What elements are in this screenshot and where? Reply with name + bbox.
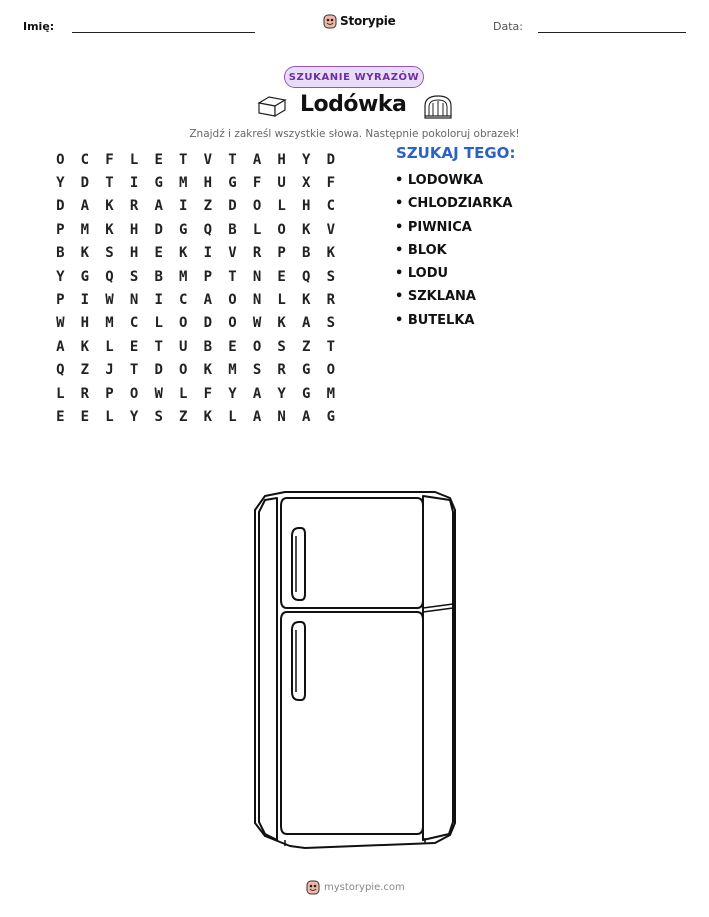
- grid-cell[interactable]: K: [203, 362, 213, 379]
- grid-cell[interactable]: Z: [302, 338, 311, 355]
- grid-row: [48, 382, 343, 405]
- ice-cube-icon: [257, 94, 287, 118]
- grid-cell[interactable]: G: [302, 362, 311, 379]
- grid-cell[interactable]: H: [277, 151, 286, 168]
- grid-cell[interactable]: K: [80, 338, 90, 355]
- grid-cell[interactable]: Y: [129, 408, 139, 425]
- grid-cell[interactable]: T: [129, 362, 139, 379]
- grid-cell[interactable]: D: [154, 221, 163, 238]
- grid-cell[interactable]: O: [252, 198, 262, 215]
- grid-row: [48, 312, 343, 335]
- grid-cell[interactable]: D: [203, 315, 213, 332]
- grid-cell[interactable]: L: [105, 338, 114, 355]
- grid-cell[interactable]: R: [80, 385, 90, 402]
- grid-cell[interactable]: V: [326, 221, 336, 238]
- word-list-item: • PIWNICA: [395, 219, 472, 235]
- grid-row: [48, 148, 343, 171]
- grid-cell[interactable]: L: [179, 385, 188, 402]
- word-list-title: SZUKAJ TEGO:: [396, 144, 516, 162]
- grid-cell[interactable]: S: [326, 315, 336, 332]
- grid-cell[interactable]: I: [129, 175, 139, 192]
- grid-cell[interactable]: P: [277, 245, 286, 262]
- grid-cell[interactable]: Q: [203, 221, 213, 238]
- footer-url[interactable]: mystorypie.com: [324, 881, 405, 893]
- grid-cell[interactable]: B: [154, 268, 163, 285]
- grid-cell[interactable]: B: [56, 245, 65, 262]
- grid-cell[interactable]: E: [129, 338, 139, 355]
- grid-cell[interactable]: L: [154, 315, 163, 332]
- grid-cell[interactable]: D: [326, 151, 336, 168]
- grid-cell[interactable]: H: [203, 175, 213, 192]
- grid-cell[interactable]: K: [302, 221, 311, 238]
- grid-cell[interactable]: T: [228, 268, 237, 285]
- grid-cell[interactable]: G: [80, 268, 90, 285]
- grid-cell[interactable]: H: [80, 315, 90, 332]
- word-list-item: • SZKLANA: [395, 289, 476, 305]
- grid-cell[interactable]: F: [252, 175, 262, 192]
- grid-cell[interactable]: K: [105, 198, 114, 215]
- grid-cell[interactable]: T: [228, 151, 237, 168]
- grid-cell[interactable]: T: [105, 175, 114, 192]
- grid-cell[interactable]: O: [179, 315, 188, 332]
- grid-cell[interactable]: M: [179, 268, 188, 285]
- grid-cell[interactable]: H: [302, 198, 311, 215]
- grid-cell[interactable]: D: [228, 198, 237, 215]
- grid-cell[interactable]: N: [252, 292, 262, 309]
- grid-cell[interactable]: S: [326, 268, 336, 285]
- grid-cell[interactable]: I: [80, 292, 90, 309]
- grid-cell[interactable]: M: [179, 175, 188, 192]
- grid-cell[interactable]: N: [277, 408, 286, 425]
- grid-cell[interactable]: L: [105, 408, 114, 425]
- grid-cell[interactable]: B: [203, 338, 213, 355]
- grid-cell[interactable]: R: [277, 362, 286, 379]
- grid-cell[interactable]: E: [228, 338, 237, 355]
- name-line: [72, 32, 255, 33]
- grid-cell[interactable]: B: [302, 245, 311, 262]
- grid-cell[interactable]: K: [203, 408, 213, 425]
- food-tray-icon: [423, 94, 453, 120]
- grid-cell[interactable]: O: [326, 362, 336, 379]
- grid-cell[interactable]: H: [129, 221, 139, 238]
- fridge-illustration: [245, 488, 467, 858]
- grid-cell[interactable]: K: [277, 315, 286, 332]
- grid-cell[interactable]: A: [56, 338, 65, 355]
- grid-cell[interactable]: E: [154, 151, 163, 168]
- grid-cell[interactable]: J: [105, 362, 114, 379]
- grid-cell[interactable]: R: [252, 245, 262, 262]
- grid-cell[interactable]: O: [129, 385, 139, 402]
- grid-cell[interactable]: Y: [228, 385, 237, 402]
- grid-cell[interactable]: L: [56, 385, 65, 402]
- grid-cell[interactable]: S: [252, 362, 262, 379]
- grid-cell[interactable]: S: [129, 268, 139, 285]
- footer: [306, 879, 405, 895]
- grid-row: [48, 265, 343, 288]
- grid-cell[interactable]: Q: [105, 268, 114, 285]
- grid-cell[interactable]: V: [203, 151, 213, 168]
- word-list-item: • CHLODZIARKA: [395, 196, 513, 212]
- grid-cell[interactable]: Y: [277, 385, 286, 402]
- word-list-item: • LODOWKA: [395, 173, 484, 188]
- grid-cell[interactable]: E: [277, 268, 286, 285]
- grid-cell[interactable]: F: [326, 175, 336, 192]
- grid-cell[interactable]: P: [203, 268, 213, 285]
- grid-cell[interactable]: N: [129, 292, 139, 309]
- grid-cell[interactable]: U: [179, 338, 188, 355]
- grid-cell[interactable]: L: [277, 292, 286, 309]
- grid-cell[interactable]: T: [154, 338, 163, 355]
- grid-row: [48, 218, 343, 241]
- grid-row: [48, 195, 343, 218]
- grid-cell[interactable]: O: [179, 362, 188, 379]
- grid-cell[interactable]: A: [302, 408, 311, 425]
- grid-cell[interactable]: O: [228, 292, 237, 309]
- grid-cell[interactable]: N: [252, 268, 262, 285]
- grid-cell[interactable]: M: [228, 362, 237, 379]
- category-badge: SZUKANIE WYRAZÓW: [284, 66, 424, 88]
- grid-cell[interactable]: G: [154, 175, 163, 192]
- grid-cell[interactable]: O: [252, 338, 262, 355]
- grid-cell[interactable]: M: [80, 221, 90, 238]
- page-title: Lodówka: [300, 92, 407, 117]
- grid-cell[interactable]: L: [129, 151, 139, 168]
- name-label: Imię:: [23, 20, 55, 33]
- grid-cell[interactable]: L: [252, 221, 262, 238]
- grid-cell[interactable]: C: [326, 198, 336, 215]
- word-list: [395, 171, 512, 334]
- grid-cell[interactable]: A: [252, 151, 262, 168]
- grid-cell[interactable]: W: [105, 292, 114, 309]
- grid-cell[interactable]: X: [302, 175, 311, 192]
- grid-cell[interactable]: L: [228, 408, 237, 425]
- grid-cell[interactable]: S: [277, 338, 286, 355]
- grid-cell[interactable]: S: [105, 245, 114, 262]
- grid-cell[interactable]: E: [56, 408, 65, 425]
- word-list-item: • BUTELKA: [395, 312, 475, 328]
- grid-row: [48, 405, 343, 428]
- instructions: Znajdź i zakreśl wszystkie słowa. Następnie pokoloruj obrazek!: [189, 128, 520, 140]
- grid-cell[interactable]: H: [129, 245, 139, 262]
- grid-cell[interactable]: C: [129, 315, 139, 332]
- grid-row: [48, 171, 343, 194]
- grid-cell[interactable]: S: [154, 408, 163, 425]
- grid-cell[interactable]: D: [154, 362, 163, 379]
- grid-cell[interactable]: Z: [179, 408, 188, 425]
- grid-cell[interactable]: Y: [56, 268, 65, 285]
- grid-cell[interactable]: D: [56, 198, 65, 215]
- grid-cell[interactable]: O: [228, 315, 237, 332]
- date-label: Data:: [493, 20, 523, 33]
- grid-cell[interactable]: O: [277, 221, 286, 238]
- grid-cell[interactable]: R: [326, 292, 336, 309]
- grid-cell[interactable]: B: [228, 221, 237, 238]
- grid-cell[interactable]: Q: [302, 268, 311, 285]
- grid-cell[interactable]: W: [56, 315, 65, 332]
- grid-cell[interactable]: K: [326, 245, 336, 262]
- grid-cell[interactable]: E: [80, 408, 90, 425]
- grid-cell[interactable]: P: [105, 385, 114, 402]
- grid-cell[interactable]: M: [105, 315, 114, 332]
- grid-cell[interactable]: P: [56, 221, 65, 238]
- word-list-item: • BLOK: [395, 242, 447, 258]
- grid-cell[interactable]: I: [179, 198, 188, 215]
- grid-cell[interactable]: G: [179, 221, 188, 238]
- word-list-item: • LODU: [395, 266, 449, 282]
- grid-cell[interactable]: Y: [302, 151, 311, 168]
- grid-cell[interactable]: C: [80, 151, 90, 168]
- grid-cell[interactable]: A: [154, 198, 163, 215]
- date-line: [538, 32, 686, 33]
- grid-cell[interactable]: L: [277, 198, 286, 215]
- grid-cell[interactable]: Z: [80, 362, 90, 379]
- grid-cell[interactable]: C: [179, 292, 188, 309]
- grid-cell[interactable]: M: [326, 385, 336, 402]
- mascot-icon: [323, 13, 337, 29]
- grid-cell[interactable]: G: [326, 408, 336, 425]
- grid-row: [48, 359, 343, 382]
- grid-cell[interactable]: R: [129, 198, 139, 215]
- grid-cell[interactable]: E: [154, 245, 163, 262]
- grid-cell[interactable]: Q: [56, 362, 65, 379]
- grid-cell[interactable]: K: [302, 292, 311, 309]
- grid-cell[interactable]: W: [252, 315, 262, 332]
- letter-grid: [48, 148, 343, 429]
- grid-cell[interactable]: K: [105, 221, 114, 238]
- brand-logo: [323, 13, 396, 29]
- mascot-icon: [306, 879, 320, 895]
- grid-cell[interactable]: P: [56, 292, 65, 309]
- grid-cell[interactable]: G: [302, 385, 311, 402]
- grid-cell[interactable]: K: [80, 245, 90, 262]
- grid-cell[interactable]: T: [179, 151, 188, 168]
- grid-cell[interactable]: K: [179, 245, 188, 262]
- grid-row: [48, 288, 343, 311]
- grid-cell[interactable]: I: [203, 245, 213, 262]
- grid-cell[interactable]: I: [154, 292, 163, 309]
- grid-cell[interactable]: A: [302, 315, 311, 332]
- grid-row: [48, 242, 343, 265]
- grid-cell[interactable]: G: [228, 175, 237, 192]
- grid-row: [48, 335, 343, 358]
- grid-cell[interactable]: V: [228, 245, 237, 262]
- grid-cell[interactable]: A: [80, 198, 90, 215]
- grid-cell[interactable]: A: [203, 292, 213, 309]
- grid-cell[interactable]: F: [203, 385, 213, 402]
- grid-cell[interactable]: Z: [203, 198, 213, 215]
- grid-cell[interactable]: A: [252, 408, 262, 425]
- grid-cell[interactable]: O: [56, 151, 65, 168]
- brand-name: Storypie: [340, 14, 396, 28]
- grid-cell[interactable]: T: [326, 338, 336, 355]
- grid-cell[interactable]: F: [105, 151, 114, 168]
- grid-cell[interactable]: Y: [56, 175, 65, 192]
- grid-cell[interactable]: U: [277, 175, 286, 192]
- grid-cell[interactable]: W: [154, 385, 163, 402]
- grid-cell[interactable]: D: [80, 175, 90, 192]
- grid-cell[interactable]: A: [252, 385, 262, 402]
